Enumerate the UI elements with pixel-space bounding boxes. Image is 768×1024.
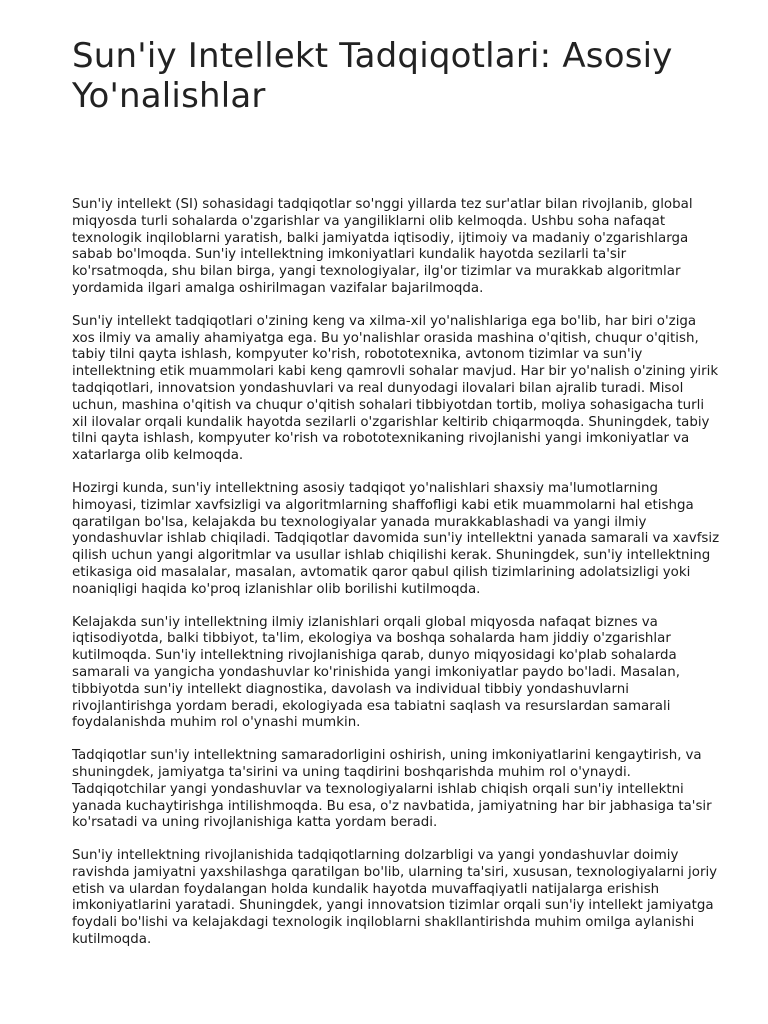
paragraph-5: Tadqiqotlar sun'iy intellektning samaradorligini oshirish, uning imkoniyatlarini kengaytirish, va shuningdek, jamiyatga ta'sirini va uning taqdirini boshqarishda muhim rol o'ynaydi. Tadqiqotchilar yangi yondashuvlar va texnologiyalarni ishlab chiqish orqali sun'iy intellektni yanada kuchaytirishga intilishmoqda. Bu esa, o'z navbatida, jamiyatning har bir jabhasiga ta'sir ko'rsatadi va uning rivojlanishiga katta yordam beradi. — [72, 748, 712, 831]
page-title: Sun'iy Intellekt Tadqiqotlari: Asosiy Yo'nalishlar — [72, 36, 673, 116]
paragraph-6: Sun'iy intellektning rivojlanishida tadqiqotlarning dolzarbligi va yangi yondashuvlar doimiy ravishda jamiyatni yaxshilashga qaratilgan bo'lib, ularning ta'siri, xususan, texnologiyalarni joriy etish va ulardan foydalangan holda kundalik hayotda muvaffaqiyatli natijalarga erishish imkoniyatlarini yaratadi. Shuningdek, yangi innovatsion tizimlar orqali sun'iy intellekt jamiyatga foydali bo'lishi va kelajakdagi texnologik inqiloblarni shakllantirishda muhim omilga aylanishi kutilmoqda. — [72, 848, 718, 948]
paragraph-1: Sun'iy intellekt (SI) sohasidagi tadqiqotlar so'nggi yillarda tez sur'atlar bilan rivojlanib, global miqyosda turli sohalarda o'zgarishlar va yangiliklarni olib kelmoqda. Ushbu soha nafaqat texnologik inqiloblarni yaratish, balki jamiyatda iqtisodiy, ijtimoiy va madaniy o'zgarishlarga sabab bo'lmoqda. Sun'iy intellektning imkoniyatlari kundalik hayotda sezilarli ta'sir ko'rsatmoqda, shu bilan birga, yangi texnologiyalar, ilg'or tizimlar va murakkab algoritmlar yordamida ilgari amalga oshirilmagan vazifalar bajarilmoqda. — [72, 197, 693, 296]
document-page — [72, 36, 720, 965]
paragraph-2: Sun'iy intellekt tadqiqotlari o'zining keng va xilma-xil yo'nalishlariga ega bo'lib, har biri o'ziga xos ilmiy va amaliy ahamiyatga ega. Bu yo'nalishlar orasida mashina o'qitish, chuqur o'qitish, tabiy tilni qayta ishlash, kompyuter ko'rish, robototexnika, avtonom tizimlar va sun'iy intellektning etik muammolari kabi keng qamrovli sohalar mavjud. Har bir yo'nalish o'zining yirik tadqiqotlari, innovatsion yondashuvlari va real dunyodagi ilovalari bilan ajralib turadi. Misol uchun, mashina o'qitish va chuqur o'qitish sohalari tibbiyotdan tortib, moliya sohasigacha turli xil ilovalar orqali kundalik hayotda sezilarli o'zgarishlar keltirib chiqarmoqda. Shuningdek, tabiy tilni qayta ishlash, kompyuter ko'rish va robototexnikaning rivojlanishi yangi imkoniyatlar va xatarlarga olib kelmoqda. — [72, 313, 719, 464]
document-body — [72, 197, 720, 949]
paragraph-4: Kelajakda sun'iy intellektning ilmiy izlanishlari orqali global miqyosda nafaqat biznes va iqtisodiyotda, balki tibbiyot, ta'lim, ekologiya va boshqa sohalarda ham jiddiy o'zgarishlar kutilmoqda. Sun'iy intellektning rivojlanishiga qarab, dunyo miqyosidagi ko'plab sohalarda samarali va yangicha yondashuvlar ko'rinishida yangi imkoniyatlar paydo bo'ladi. Masalan, tibbiyotda sun'iy intellekt diagnostika, davolash va individual tibbiy yondashuvlarni rivojlantirishga yordam beradi, ekologiyada esa tabiatni saqlash va resurslardan samarali foydalanishda muhim rol o'ynashi mumkin. — [72, 614, 681, 731]
paragraph-3: Hozirgi kunda, sun'iy intellektning asosiy tadqiqot yo'nalishlari shaxsiy ma'lumotlarning himoyasi, tizimlar xavfsizligi va algoritmlarning shaffofligi kabi etik muammolarni hal etishga qaratilgan bo'lsa, kelajakda bu texnologiyalar yanada murakkablashadi va yangi ilmiy yondashuvlar ishlab chiqiladi. Tadqiqotlar davomida sun'iy intellektni yanada samarali va xavfsiz qilish uchun yangi algoritmlar va usullar ishlab chiqilishi kerak. Shuningdek, sun'iy intellektning etikasiga oid masalalar, masalan, avtomatik qaror qabul qilish tizimlarining adolatsizligi yoki noaniqligi haqida ko'proq izlanishlar olib borilishi kutilmoqda. — [72, 480, 720, 597]
